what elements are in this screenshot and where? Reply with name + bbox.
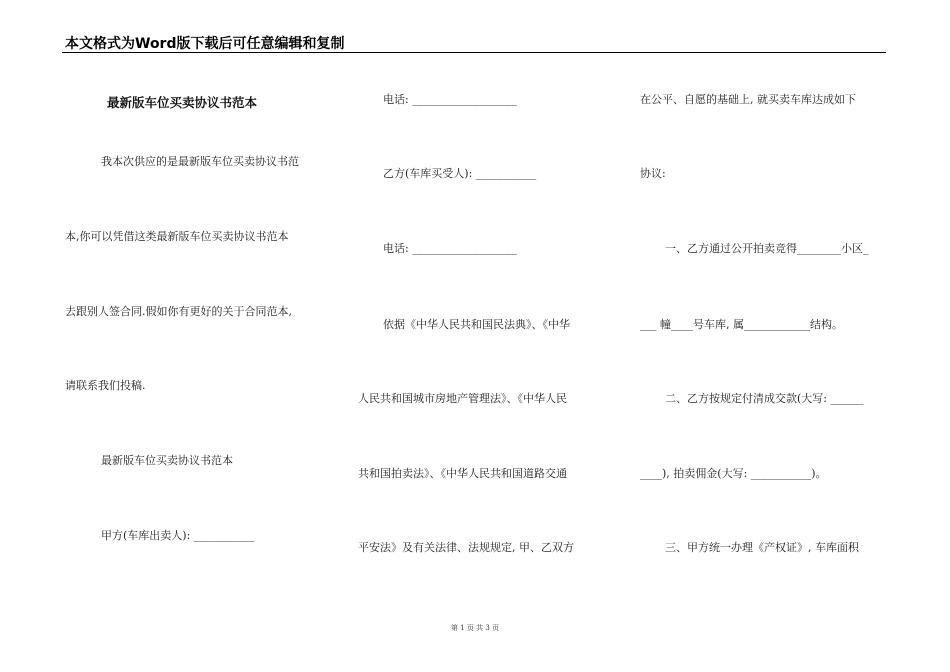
left-paragraph-line: 本,你可以凭借这类最新版车位买卖协议书范本 [65, 230, 289, 243]
right-paragraph-line: 协议: [640, 167, 666, 180]
left-paragraph-line: 请联系我们投稿. [65, 379, 146, 392]
left-paragraph-line: 我本次供应的是最新版车位买卖协议书范 [101, 155, 299, 168]
clause-three-line: 三、甲方统一办理《产权证》, 车库面积 [665, 541, 859, 554]
document-header-title: 本文格式为Word版下载后可任意编辑和复制 [65, 36, 345, 52]
middle-paragraph-line: 人民共和国城市房地产管理法》、《中华人民 [358, 392, 567, 405]
document-title: 最新版车位买卖协议书范本 [107, 95, 258, 110]
clause-two-line: ____), 拍卖佣金(大写: ___________)。 [640, 467, 827, 480]
party-b-field: 乙方(车库买受人): ___________ [383, 167, 537, 180]
left-paragraph-line: 最新版车位买卖协议书范本 [101, 454, 233, 467]
middle-paragraph-line: 平安法》及有关法律、法规规定, 甲、乙双方 [358, 541, 574, 554]
clause-one-line: ___ 幢____号车库, 属____________结构。 [640, 318, 843, 331]
party-a-field: 甲方(车库出卖人): ___________ [101, 529, 255, 542]
clause-two-line: 二、乙方按规定付清成交款(大写: ______ [665, 392, 864, 405]
party-b-phone-field: 电话: ___________________ [383, 242, 517, 255]
header-divider [62, 52, 886, 53]
left-paragraph-line: 去跟别人签合同.假如你有更好的关于合同范本, [65, 305, 292, 318]
clause-one-line: 一、乙方通过公开拍卖竞得________小区_ [665, 242, 869, 255]
party-a-phone-field: 电话: ___________________ [383, 93, 517, 106]
middle-paragraph-line: 共和国拍卖法》、《中华人民共和国道路交通 [358, 467, 567, 480]
right-paragraph-line: 在公平、自愿的基础上, 就买卖车库达成如下 [640, 93, 856, 106]
page-number: 第 1 页 共 3 页 [450, 624, 500, 632]
middle-paragraph-line: 依据《中华人民共和国民法典》、《中华 [383, 318, 570, 331]
